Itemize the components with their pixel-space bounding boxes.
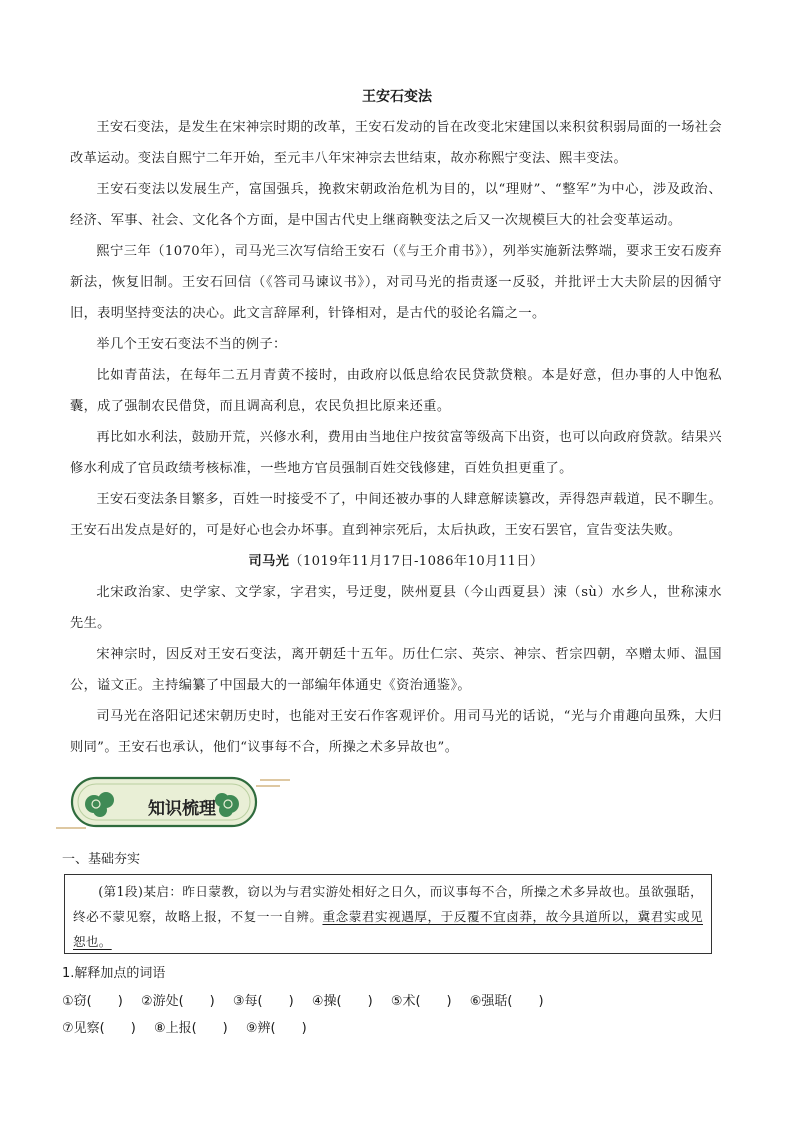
answer-item[interactable]: ②游处( ) (140, 994, 215, 1009)
answer-item[interactable]: ⑨辨( ) (245, 1021, 307, 1036)
question-title: 1.解释加点的词语 (62, 966, 166, 981)
answer-row-2 (62, 1017, 742, 1036)
answer-item[interactable]: ①窃( ) (62, 994, 123, 1009)
sima-dates: （1019年11月17日-1086年10月11日） (289, 554, 544, 569)
answer-item[interactable]: ③每( ) (232, 994, 294, 1009)
page-title: 王安石变法 (362, 89, 432, 105)
paragraph: 举几个王安石变法不当的例子： (96, 337, 287, 352)
sima-name: 司马光 (248, 554, 290, 569)
paragraph: 熙宁三年（1070年），司马光三次写信给王安石（《与王介甫书》），列举实施新法弊端，要求王安石废弃新法，恢复旧制。王安石回信（《答司马谏议书》），对司马光的指责逐一反驳，并批评士大夫阶层的因循守旧，表明坚持变法的决心。此文言辞犀利，针锋相对，是古代的驳论名篇之一。 (70, 244, 722, 321)
quote-text (73, 879, 703, 954)
answer-item[interactable]: ⑤术( ) (390, 994, 452, 1009)
sima-heading (70, 546, 722, 577)
answer-item[interactable]: ⑦见察( ) (62, 1021, 136, 1036)
paragraph: 比如青苗法，在每年二五月青黄不接时，由政府以低息给农民贷款贷粮。本是好意，但办事的人中饱私囊，成了强制农民借贷，而且调高利息，农民负担比原来还重。 (70, 368, 722, 414)
quote-prefix: (第1段)某启：昨日蒙教，窃以为与君实游处相好之日久，而议事每不合，所操之术多异故也。虽欲强聒，终必不蒙见察，故略上报，不复一一自辨。 (73, 884, 703, 924)
section-heading: 一、基础夯实 (62, 852, 141, 867)
quote-box (64, 874, 712, 954)
paragraph: 王安石变法条目繁多，百姓一时接受不了，中间还被办事的人肆意解读篡改，弄得怨声载道，民不聊生。王安石出发点是好的，可是好心也会办坏事。直到神宗死后，太后执政，王安石罢官，宣告变法失败。 (70, 492, 722, 538)
paragraph: 再比如水利法，鼓励开荒，兴修水利，费用由当地住户按贫富等级高下出资，也可以向政府贷款。结果兴修水利成了官员政绩考核标准，一些地方官员强制百姓交钱修建，百姓负担更重了。 (70, 430, 722, 476)
paragraph: 王安石变法，是发生在宋神宗时期的改革，王安石发动的旨在改变北宋建国以来积贫积弱局面的一场社会改革运动。变法自熙宁二年开始，至元丰八年宋神宗去世结束，故亦称熙宁变法、熙丰变法。 (70, 120, 722, 166)
paragraph: 宋神宗时，因反对王安石变法，离开朝廷十五年。历仕仁宗、英宗、神宗、哲宗四朝，卒赠太师、温国公，谥文正。主持编纂了中国最大的一部编年体通史《资治通鉴》。 (70, 647, 722, 693)
quote-underlined: 重念蒙君实视遇厚，于反覆不宜卤莽，故今具道所以，冀君实或见恕也。 (73, 909, 703, 949)
paragraph: 王安石变法以发展生产，富国强兵，挽救宋朝政治危机为目的，以“理财”、“整军”为中心，涉及政治、经济、军事、社会、文化各个方面，是中国古代史上继商鞅变法之后又一次规模巨大的社会变革运动。 (70, 182, 722, 228)
answer-item[interactable]: ⑧上报( ) (153, 1021, 228, 1036)
answer-row-1 (62, 990, 742, 1009)
answer-item[interactable]: ⑥强聒( ) (469, 994, 544, 1009)
answer-item[interactable]: ④操( ) (311, 994, 373, 1009)
banner-label: 知识梳理 (148, 799, 216, 819)
article-body (70, 112, 722, 763)
paragraph: 北宋政治家、史学家、文学家，字君实，号迂叟，陕州夏县（今山西夏县）涑（sù）水乡人，世称涑水先生。 (70, 585, 722, 631)
paragraph: 司马光在洛阳记述宋朝历史时，也能对王安石作客观评价。用司马光的话说，“光与介甫趣向虽殊，大归则同”。王安石也承认，他们“议事每不合，所操之术多异故也”。 (70, 709, 722, 755)
knowledge-banner (56, 770, 296, 836)
